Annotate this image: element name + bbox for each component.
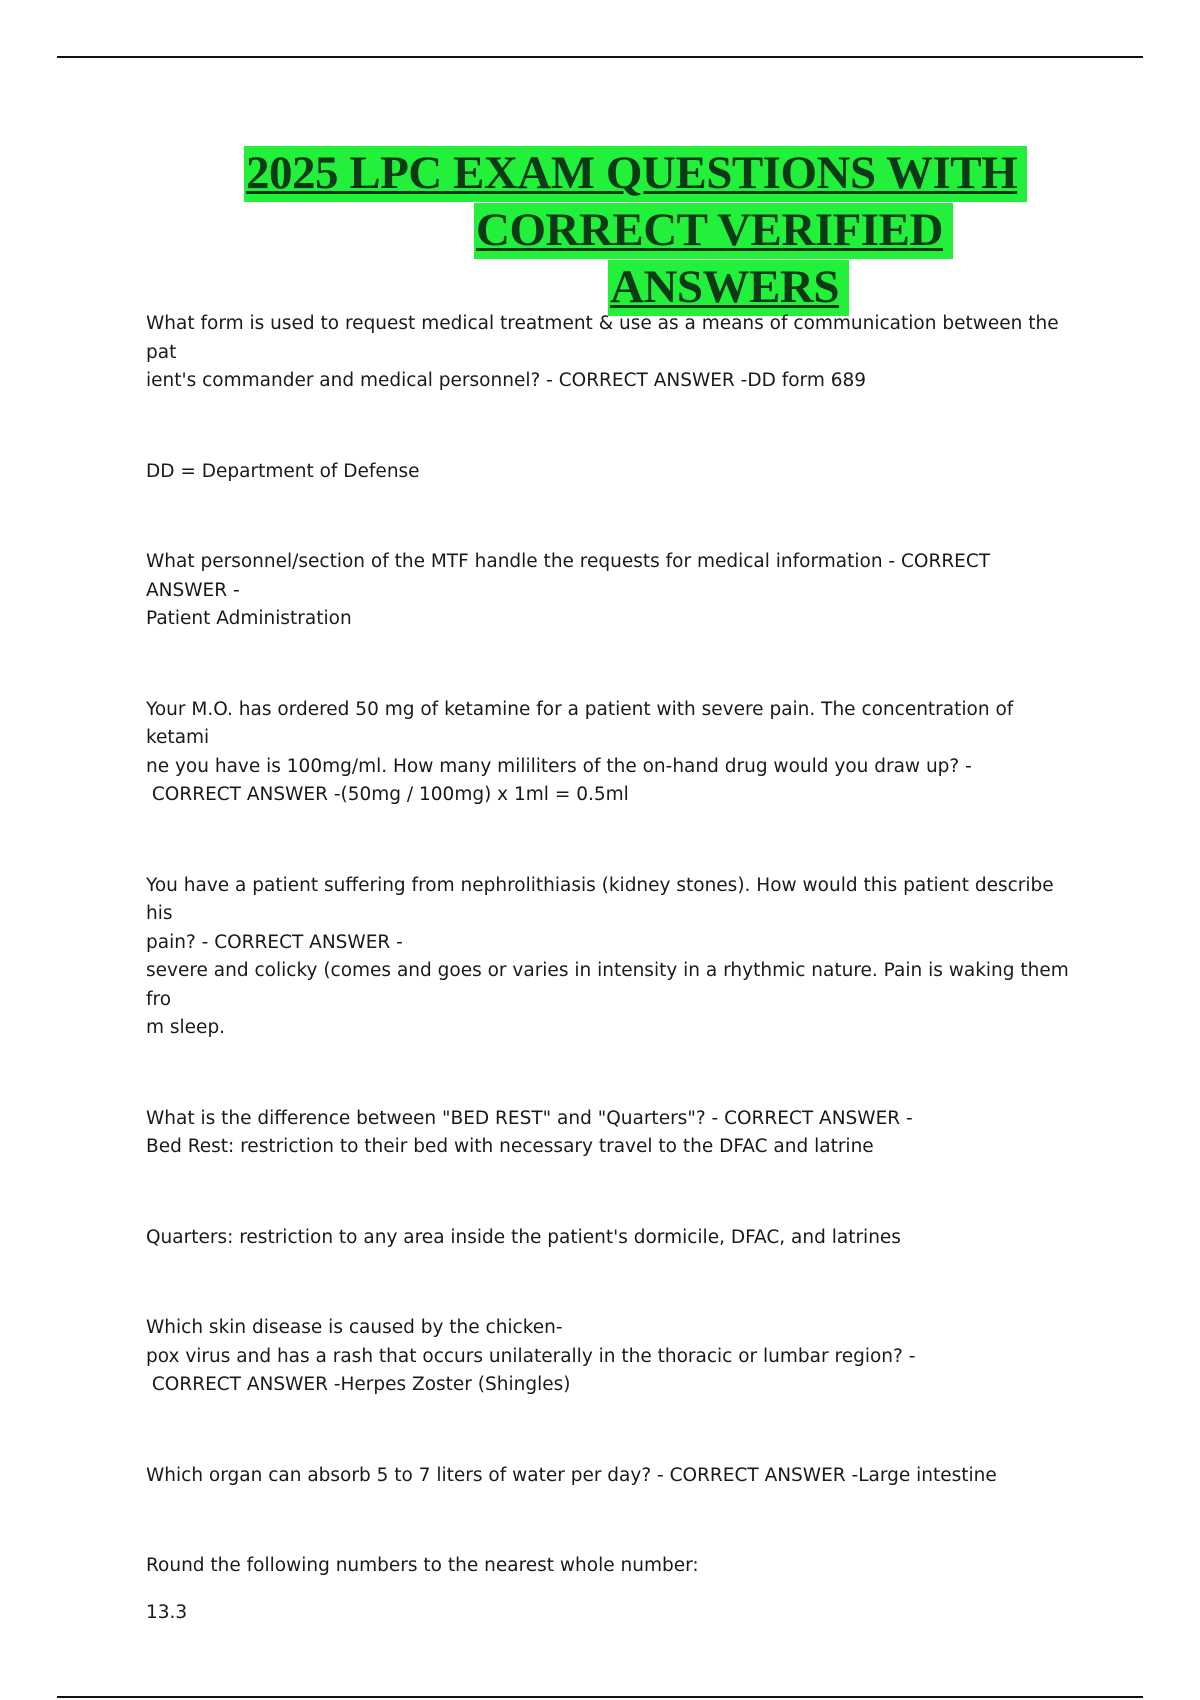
rounding-value: 13.3: [146, 1601, 188, 1623]
note-dd-definition: DD = Department of Defense: [146, 460, 420, 482]
question-rounding: Round the following numbers to the nearest whole number:: [146, 1555, 699, 1576]
note-quarters-definition: Quarters: restriction to any area inside the patient's dormicile, DFAC, and latrines: [146, 1226, 901, 1248]
question-mtf-section: What personnel/section of the MTF handle the requests for medical information - CORRECT ANSWER - Patient Administration: [146, 551, 991, 629]
question-nephrolithiasis: You have a patient suffering from nephrolithiasis (kidney stones). How would this patient describe his pain? - CORRECT ANSWER - severe and colicky (comes and goes or varies in intensity in a rhythmic nature. Pain is waking them fro m sleep.: [146, 874, 1069, 1038]
bottom-rule: [57, 1696, 1143, 1698]
question-ketamine-dose: Your M.O. has ordered 50 mg of ketamine for a patient with severe pain. The concentration of ketami ne you have is 100mg/ml. How many mililiters of the on-hand drug would you draw up? - CORRECT ANSWER -(50mg / 100mg) x 1ml = 0.5ml: [146, 698, 1014, 805]
question-bed-rest-quarters: What is the difference between "BED REST" and "Quarters"? - CORRECT ANSWER - Bed Rest: restriction to their bed with necessary travel to the DFAC and latrine: [146, 1107, 913, 1157]
question-dd-form: What form is used to request medical treatment & use as a means of communication between the pat ient's commander and medical personnel? - CORRECT ANSWER -DD form 689: [146, 313, 1059, 391]
top-rule: [57, 56, 1143, 58]
question-shingles: Which skin disease is caused by the chicken- pox virus and has a rash that occurs unilaterally in the thoracic or lumbar region? - CORRECT ANSWER -Herpes Zoster (Shingles): [146, 1317, 916, 1395]
title-line-3: ANSWERS: [608, 260, 849, 316]
question-large-intestine: Which organ can absorb 5 to 7 liters of water per day? - CORRECT ANSWER -Large intestine: [146, 1464, 997, 1486]
title-line-1: 2025 LPC EXAM QUESTIONS WITH: [244, 146, 1027, 202]
title-line-2: CORRECT VERIFIED: [474, 203, 953, 259]
document-body: [146, 310, 1076, 1627]
